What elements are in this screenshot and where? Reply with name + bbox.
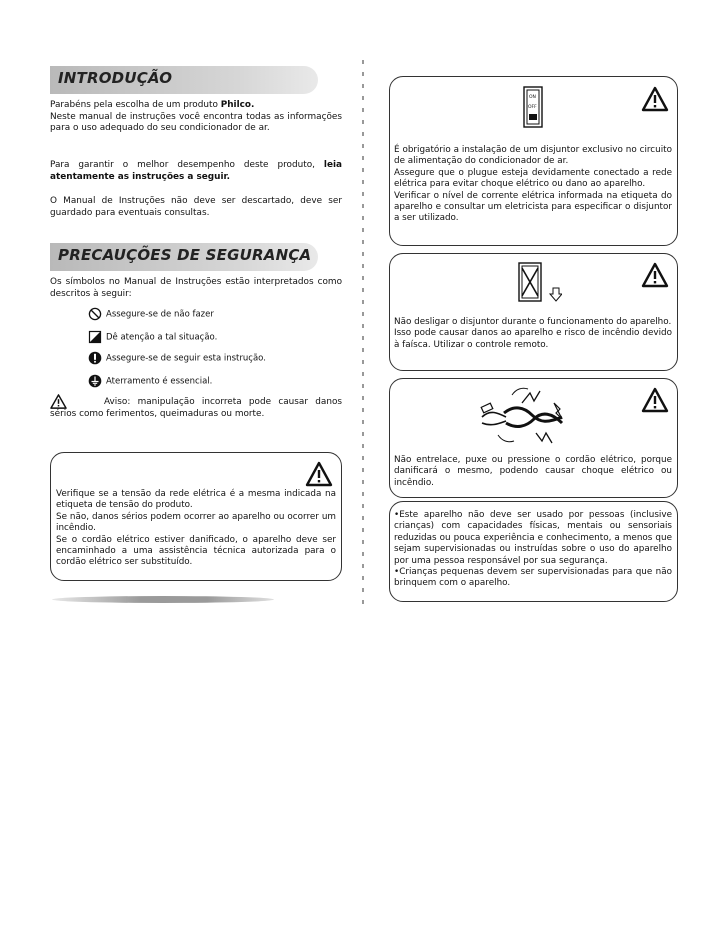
breaker-illustration: [523, 86, 543, 128]
safety-heading: PRECAUÇÕES DE SEGURANÇA: [58, 246, 312, 264]
warning-icon: [641, 387, 669, 413]
intro-p2-text: Para garantir o melhor desempenho deste produto,: [50, 160, 324, 170]
symbol-row-attention: [88, 330, 217, 344]
intro-p2-bold: leia atentamente as instruções a seguir.: [50, 160, 342, 182]
breaker-warning-box: [389, 76, 678, 246]
intro-p1-rest: Neste manual de instruções você encontra todas as informações para o uso adequado do seu condicionador de ar.: [50, 111, 342, 134]
symbol-text-prohibited: Assegure-se de não fazer: [106, 309, 214, 320]
attention-icon: [88, 330, 102, 344]
damaged-cord-illustration: [476, 383, 568, 447]
intro-paragraph-3: O Manual de Instruções não deve ser descartado, deve ser guardado para eventuais consultas.: [50, 196, 342, 218]
aviso-paragraph: [50, 397, 342, 420]
symbol-row-prohibited: [88, 307, 214, 321]
symbol-row-mandatory: [88, 351, 266, 365]
page-shadow-divider: [52, 596, 274, 603]
warning-icon: [641, 262, 669, 288]
brand-name: Philco.: [220, 100, 255, 110]
symbol-text-attention: Dê atenção a tal situação.: [106, 332, 218, 343]
intro-heading: INTRODUÇÃO: [58, 69, 173, 87]
intro-p1-text: Parabéns pela escolha de um produto: [50, 100, 221, 110]
warning-icon: [641, 86, 669, 112]
voltage-warning-text: Verifique se a tensão da rede elétrica é a mesma indicada na etiqueta de tensão do produto. Se não, danos sérios podem ocorrer ao aparelho ou ocorrer um incêndio. Se o cordão elétrico estiver danificado, o aparelho deve ser encaminhado a uma assistência técnica autorizada para o cordão elétrico ser substituído.: [56, 489, 336, 568]
warning-icon: [305, 461, 333, 487]
voltage-warning-box: [50, 452, 342, 581]
mandatory-icon: [88, 351, 102, 365]
symbol-text-ground: Aterramento é essencial.: [106, 376, 213, 387]
breaker-off-label: OFF: [528, 105, 537, 110]
aviso-text: Aviso: manipulação incorreta pode causar danos sérios como ferimentos, queimaduras ou morte.: [50, 397, 342, 419]
prohibited-icon: [88, 307, 102, 321]
children-warning-text: •Este aparelho não deve ser usado por pessoas (inclusive crianças) com capacidades físicas, mentais ou sensoriais reduzidas ou pouca experiência e conhecimento, a menos que sejam supervisionadas ou instruídas sobre o uso do aparelho por uma pessoa responsável por sua segurança. •Crianças pequenas devem ser supervisionadas para que não brinquem com o aparelho.: [394, 510, 672, 589]
breaker-on-label: ON: [529, 95, 536, 100]
symbol-row-ground: [88, 374, 212, 388]
breaker-off-illustration: [518, 262, 562, 304]
safety-intro: Os símbolos no Manual de Instruções estão interpretados como descritos à seguir:: [50, 277, 342, 299]
ground-icon: [88, 374, 102, 388]
breaker-warning-text: É obrigatório a instalação de um disjuntor exclusivo no circuito de alimentação do condicionador de ar. Assegure que o plugue esteja devidamente conectado a rede elétrica para evitar choque elétrico ou dano ao aparelho. Verificar o nível de corrente elétrica informada na etiqueta do aparelho e consultar um eletricista para especificar o disjuntor a ser utilizado.: [394, 145, 672, 224]
safety-heading-bar: [50, 243, 318, 271]
intro-heading-bar: [50, 66, 318, 94]
symbol-text-mandatory: Assegure-se de seguir esta instrução.: [106, 353, 266, 364]
cord-warning-box: [389, 378, 678, 498]
children-warning-box: [389, 501, 678, 602]
intro-paragraph-1: [50, 100, 342, 135]
column-divider: [362, 60, 364, 605]
cord-warning-text: Não entrelace, puxe ou pressione o cordão elétrico, porque danificará o mesmo, podendo causar choque elétrico ou incêndio.: [394, 455, 672, 488]
switch-warning-text: Não desligar o disjuntor durante o funcionamento do aparelho. Isso pode causar danos ao aparelho e risco de incêndio devido à faísca. Utilizar o controle remoto.: [394, 317, 672, 350]
switch-warning-box: [389, 253, 678, 371]
intro-paragraph-2: [50, 160, 342, 183]
